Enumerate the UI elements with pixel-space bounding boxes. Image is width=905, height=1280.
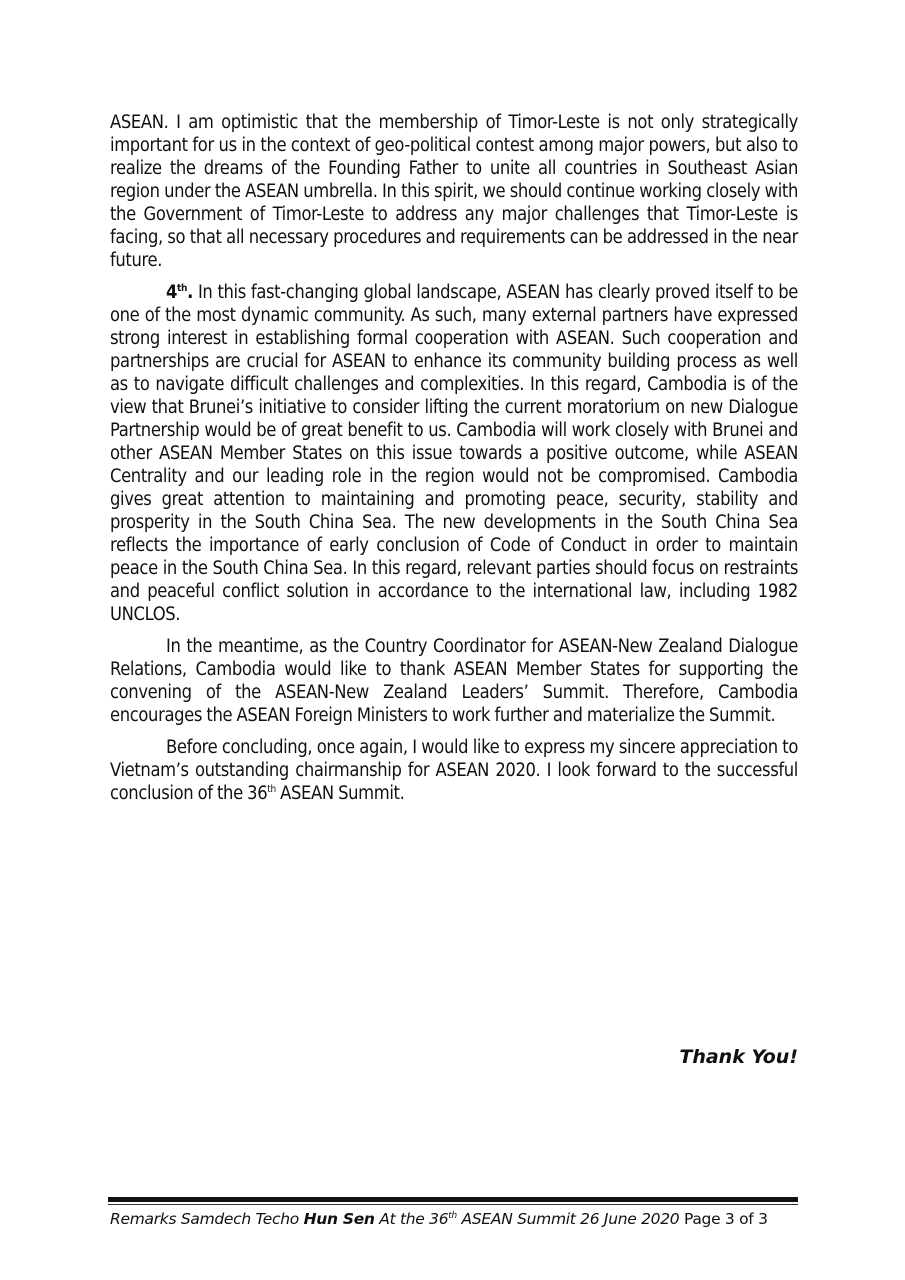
closing-thank-you: Thank You!: [679, 1046, 798, 1068]
superscript: th: [267, 783, 276, 795]
footer-superscript: th: [448, 1210, 457, 1221]
footer-mid: At the 36: [374, 1210, 449, 1228]
footer-divider-thin: [108, 1204, 798, 1205]
paragraph-text: Before concluding, once again, I would like to express my sincere appreciation to Vietnam’s outstanding chairmanship for ASEAN 2020. I look forward to the successful conclusion of the 36: [110, 737, 798, 804]
paragraph-ordinal: [166, 282, 193, 303]
footer-event: ASEAN Summit 26 June 2020: [456, 1210, 680, 1228]
ordinal-number: 4: [166, 282, 178, 303]
footer-divider-thick: [108, 1197, 798, 1202]
document-body: [110, 111, 798, 814]
footer-prefix: Remarks Samdech Techo: [110, 1210, 304, 1228]
paragraph-text: In this fast-changing global landscape, ASEAN has clearly proved itself to be one of the most dynamic community. As such, many external partners have expressed strong interest in establishing formal cooperation with ASEAN. Such cooperation and partnerships are crucial for ASEAN to enhance its community building process as well as to navigate difficult challenges and complexities. In this regard, Cambodia is of the view that Brunei’s initiative to consider lifting the current moratorium on new Dialogue Partnership would be of great benefit to us. Cambodia will work closely with Brunei and other ASEAN Member States on this issue towards a positive outcome, while ASEAN Centrality and our leading role in the region would not be compromised. Cambodia gives great attention to maintaining and promoting peace, security, stability and prosperity in the South China Sea. The new developments in the South China Sea reflects the importance of early conclusion of Code of Conduct in order to maintain peace in the South China Sea. In this regard, relevant parties should focus on restraints and peaceful conflict solution in accordance to the international law, including 1982 UNCLOS.: [110, 282, 798, 625]
paragraph-text-end: ASEAN Summit.: [275, 783, 405, 804]
paragraph-timor-leste: ASEAN. I am optimistic that the membership of Timor-Leste is not only strategically important for us in the context of geo-political contest among major powers, but also to realize the dreams of the Founding Father to unite all countries in Southeast Asian region under the ASEAN umbrella. In this spirit, we should continue working closely with the Government of Timor-Leste to address any major challenges that Timor-Leste is facing, so that all necessary procedures and requirements can be addressed in the near future.: [110, 112, 798, 271]
paragraph-fourth-point: [110, 281, 798, 626]
ordinal-punct: .: [187, 282, 193, 303]
paragraph-new-zealand: In the meantime, as the Country Coordinator for ASEAN-New Zealand Dialogue Relations, Cambodia would like to thank ASEAN Member States for supporting the convening of the ASEAN-New Zealand Leaders’ Summit. Therefore, Cambodia encourages the ASEAN Foreign Ministers to work further and materialize the Summit.: [110, 636, 798, 726]
footer-page-number: Page 3 of 3: [679, 1210, 768, 1228]
paragraph-concluding: [110, 736, 798, 805]
footer-speaker-name: Hun Sen: [303, 1210, 375, 1228]
ordinal-suffix: th: [177, 282, 188, 294]
page-footer: [110, 1210, 768, 1228]
